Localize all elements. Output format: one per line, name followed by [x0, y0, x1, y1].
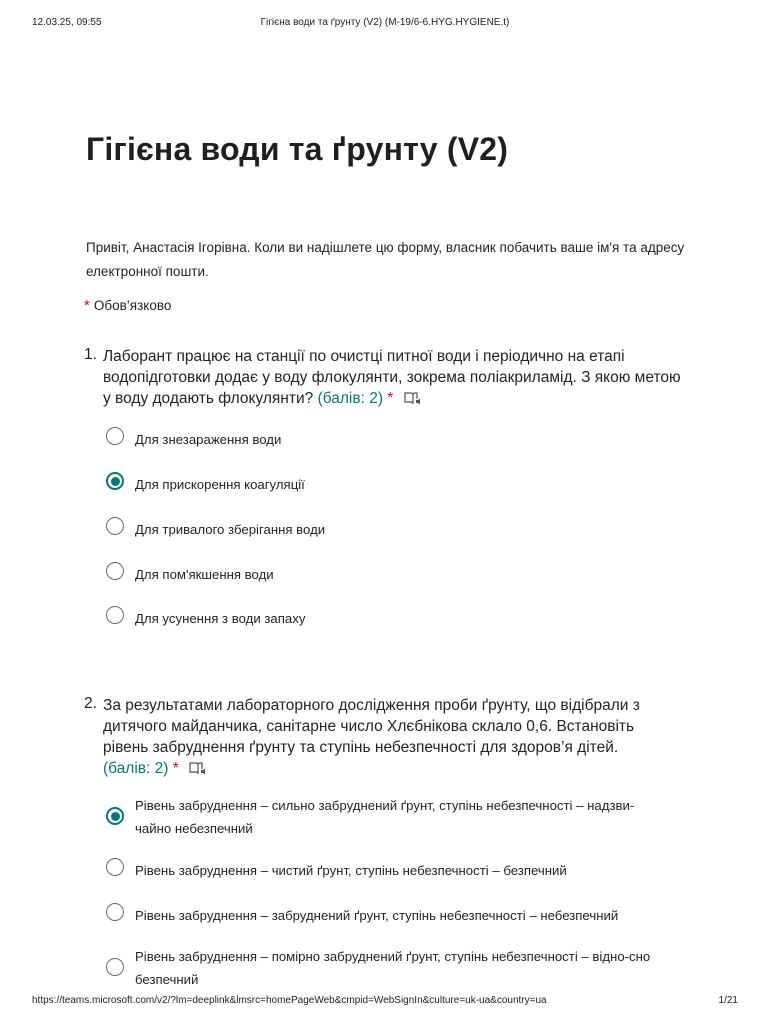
option-label: Для пом'якшення води — [135, 567, 274, 582]
print-url: https://teams.microsoft.com/v2/?lm=deeplink&lmsrc=homePageWeb&cmpid=WebSignIn&culture=uk-ua&country=ua — [32, 995, 547, 1006]
print-header — [32, 17, 738, 31]
page-number: 1/21 — [718, 995, 738, 1006]
print-datetime: 12.03.25, 09:55 — [32, 17, 102, 28]
radio-button[interactable] — [106, 517, 124, 535]
radio-button-checked[interactable] — [106, 807, 124, 825]
radio-button-checked[interactable] — [106, 472, 124, 490]
option-label: Рівень забруднення – сильно забруднений ґрунт, ступінь небезпечності – надзви-чайно небезпечний — [135, 798, 635, 836]
radio-button[interactable] — [106, 958, 124, 976]
option-label: Рівень забруднення – чистий ґрунт, ступінь небезпечності – безпечний — [135, 863, 567, 878]
question-required-star: * — [387, 390, 394, 407]
question-points: (балів: 2) — [103, 760, 169, 777]
question-points: (балів: 2) — [317, 390, 383, 407]
form-description: Привіт, Анастасія Ігорівна. Коли ви надішлете цю форму, власник побачить ваше ім'я та адресу електронної пошти. — [86, 240, 685, 279]
print-title: Гігієна води та ґрунту (V2) (M-19/6-6.HYG.HYGIENE.t) — [260, 17, 510, 28]
question-required-star: * — [172, 760, 179, 777]
immersive-reader-icon[interactable] — [404, 390, 422, 404]
immersive-reader-icon[interactable] — [189, 760, 207, 774]
question-text-body: Лаборант працює на станції по очистці питної води і періодично на етапі водопідготовки додає у воду флокулянти, зокрема поліакриламід. З якою метою у воду додають флокулянти? — [103, 348, 681, 407]
radio-button[interactable] — [106, 427, 124, 445]
required-star: * — [84, 297, 90, 314]
option-label: Для усунення з води запаху — [135, 611, 306, 626]
question-text — [103, 346, 683, 409]
option-label: Для знезараження води — [135, 432, 282, 447]
print-footer — [32, 995, 738, 1009]
question-1 — [84, 346, 694, 636]
option-label: Для тривалого зберігання води — [135, 522, 326, 537]
required-note — [84, 297, 171, 314]
question-text — [103, 695, 683, 779]
radio-button[interactable] — [106, 903, 124, 921]
radio-button[interactable] — [106, 562, 124, 580]
option-label: Рівень забруднення – помірно забруднений ґрунт, ступінь небезпечності – відно-сно безпечний — [135, 949, 651, 987]
question-text-body: За результатами лабораторного дослідження проби ґрунту, що відібрали з дитячого майданчика, санітарне число Хлєбнікова склало 0,6. Встановіть рівень забруднення ґрунту та ступінь небезпечності для здоров’я дітей. — [103, 697, 640, 756]
question-number: 1. — [84, 346, 97, 363]
question-2 — [84, 695, 694, 990]
radio-button[interactable] — [106, 606, 124, 624]
radio-button[interactable] — [106, 858, 124, 876]
option-label: Для прискорення коагуляції — [135, 477, 305, 492]
form-title: Гігієна води та ґрунту (V2) — [86, 131, 509, 167]
option-label: Рівень забруднення – забруднений ґрунт, ступінь небезпечності – небезпечний — [135, 908, 619, 923]
required-label: Обов’язково — [93, 298, 172, 313]
question-number: 2. — [84, 695, 97, 712]
